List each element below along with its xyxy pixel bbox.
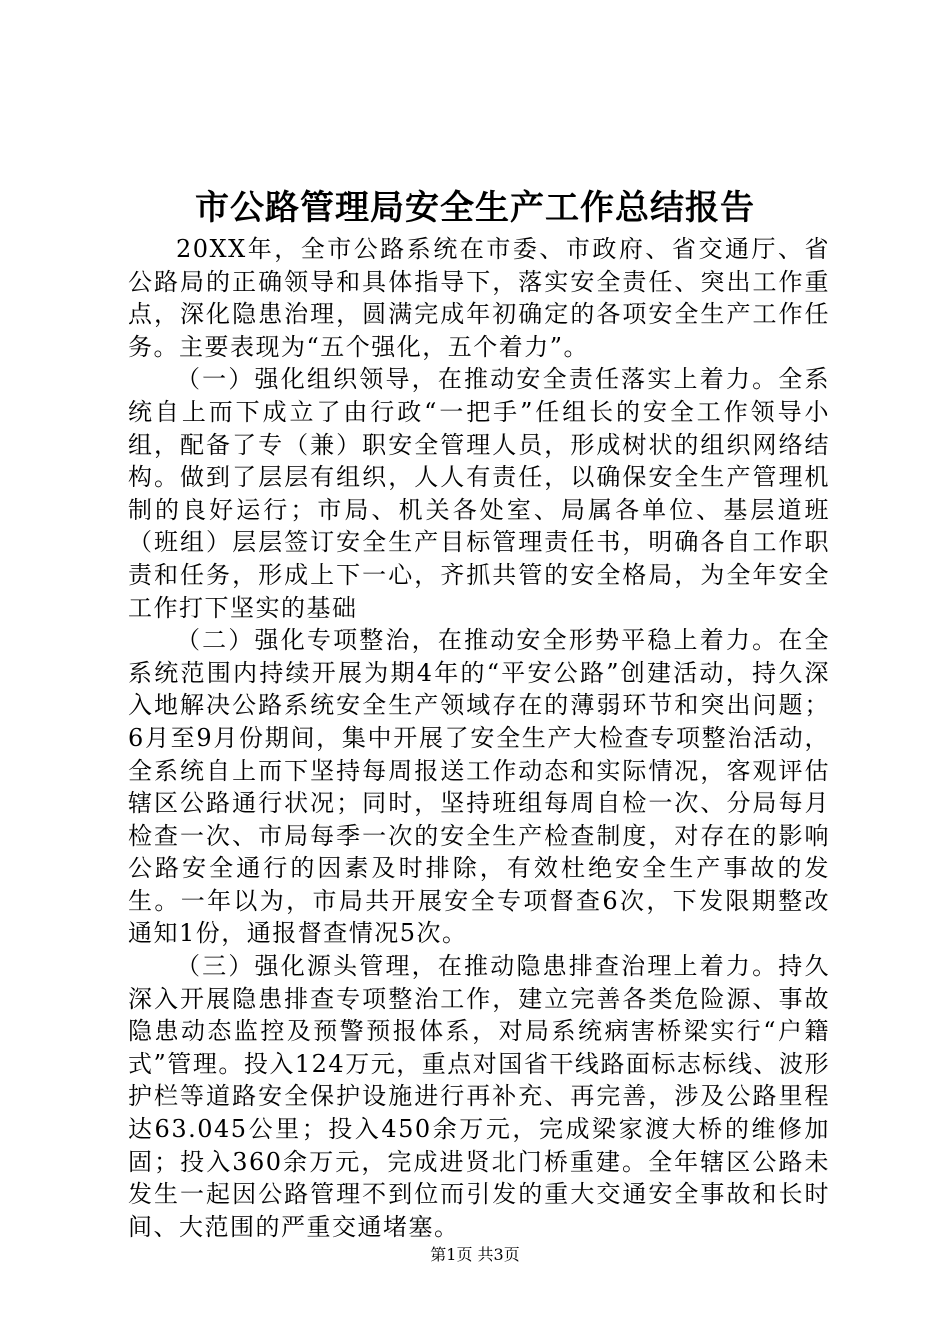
page-number-footer: 第1页 共3页 [430,1245,520,1264]
document-title: 市公路管理局安全生产工作总结报告 [195,188,755,228]
document-body [128,233,830,1243]
section-1-paragraph: （一）强化组织领导，在推动安全责任落实上着力。全系统自上而下成立了由行政“一把手”任组长的安全工作领导小组，配备了专（兼）职安全管理人员，形成树状的组织网络结构。做到了层层有组织，人人有责任，以确保安全生产管理机制的良好运行；市局、机关各处室、局属各单位、基层道班（班组）层层签订安全生产目标管理责任书，明确各自工作职责和任务，形成上下一心，齐抓共管的安全格局，为全年安全工作打下坚实的基础 [128,365,830,622]
section-3-paragraph: （三）强化源头管理，在推动隐患排查治理上着力。持久深入开展隐患排查专项整治工作，建立完善各类危险源、事故隐患动态监控及预警预报体系，对局系统病害桥梁实行“户籍式”管理。投入124万元，重点对国省干线路面标志标线、波形护栏等道路安全保护设施进行再补充、再完善，涉及公路里程达63.045公里；投入450余万元，完成梁家渡大桥的维修加固；投入360余万元，完成进贤北门桥重建。全年辖区公路未发生一起因公路管理不到位而引发的重大交通安全事故和长时间、大范围的严重交通堵塞。 [128,952,830,1241]
intro-paragraph: 20XX年，全市公路系统在市委、市政府、省交通厅、省公路局的正确领导和具体指导下，落实安全责任、突出工作重点，深化隐患治理，圆满完成年初确定的各项安全生产工作任务。主要表现为“五个强化，五个着力”。 [128,235,830,361]
section-2-paragraph: （二）强化专项整治，在推动安全形势平稳上着力。在全系统范围内持续开展为期4年的“平安公路”创建活动，持久深入地解决公路系统安全生产领域存在的薄弱环节和突出问题；6月至9月份期间，集中开展了安全生产大检查专项整治活动，全系统自上而下坚持每周报送工作动态和实际情况，客观评估辖区公路通行状况；同时，坚持班组每周自检一次、分局每月检查一次、市局每季一次的安全生产检查制度，对存在的影响公路安全通行的因素及时排除，有效杜绝安全生产事故的发生。一年以为，市局共开展安全专项督查6次，下发限期整改通知1份，通报督查情况5次。 [128,626,830,948]
